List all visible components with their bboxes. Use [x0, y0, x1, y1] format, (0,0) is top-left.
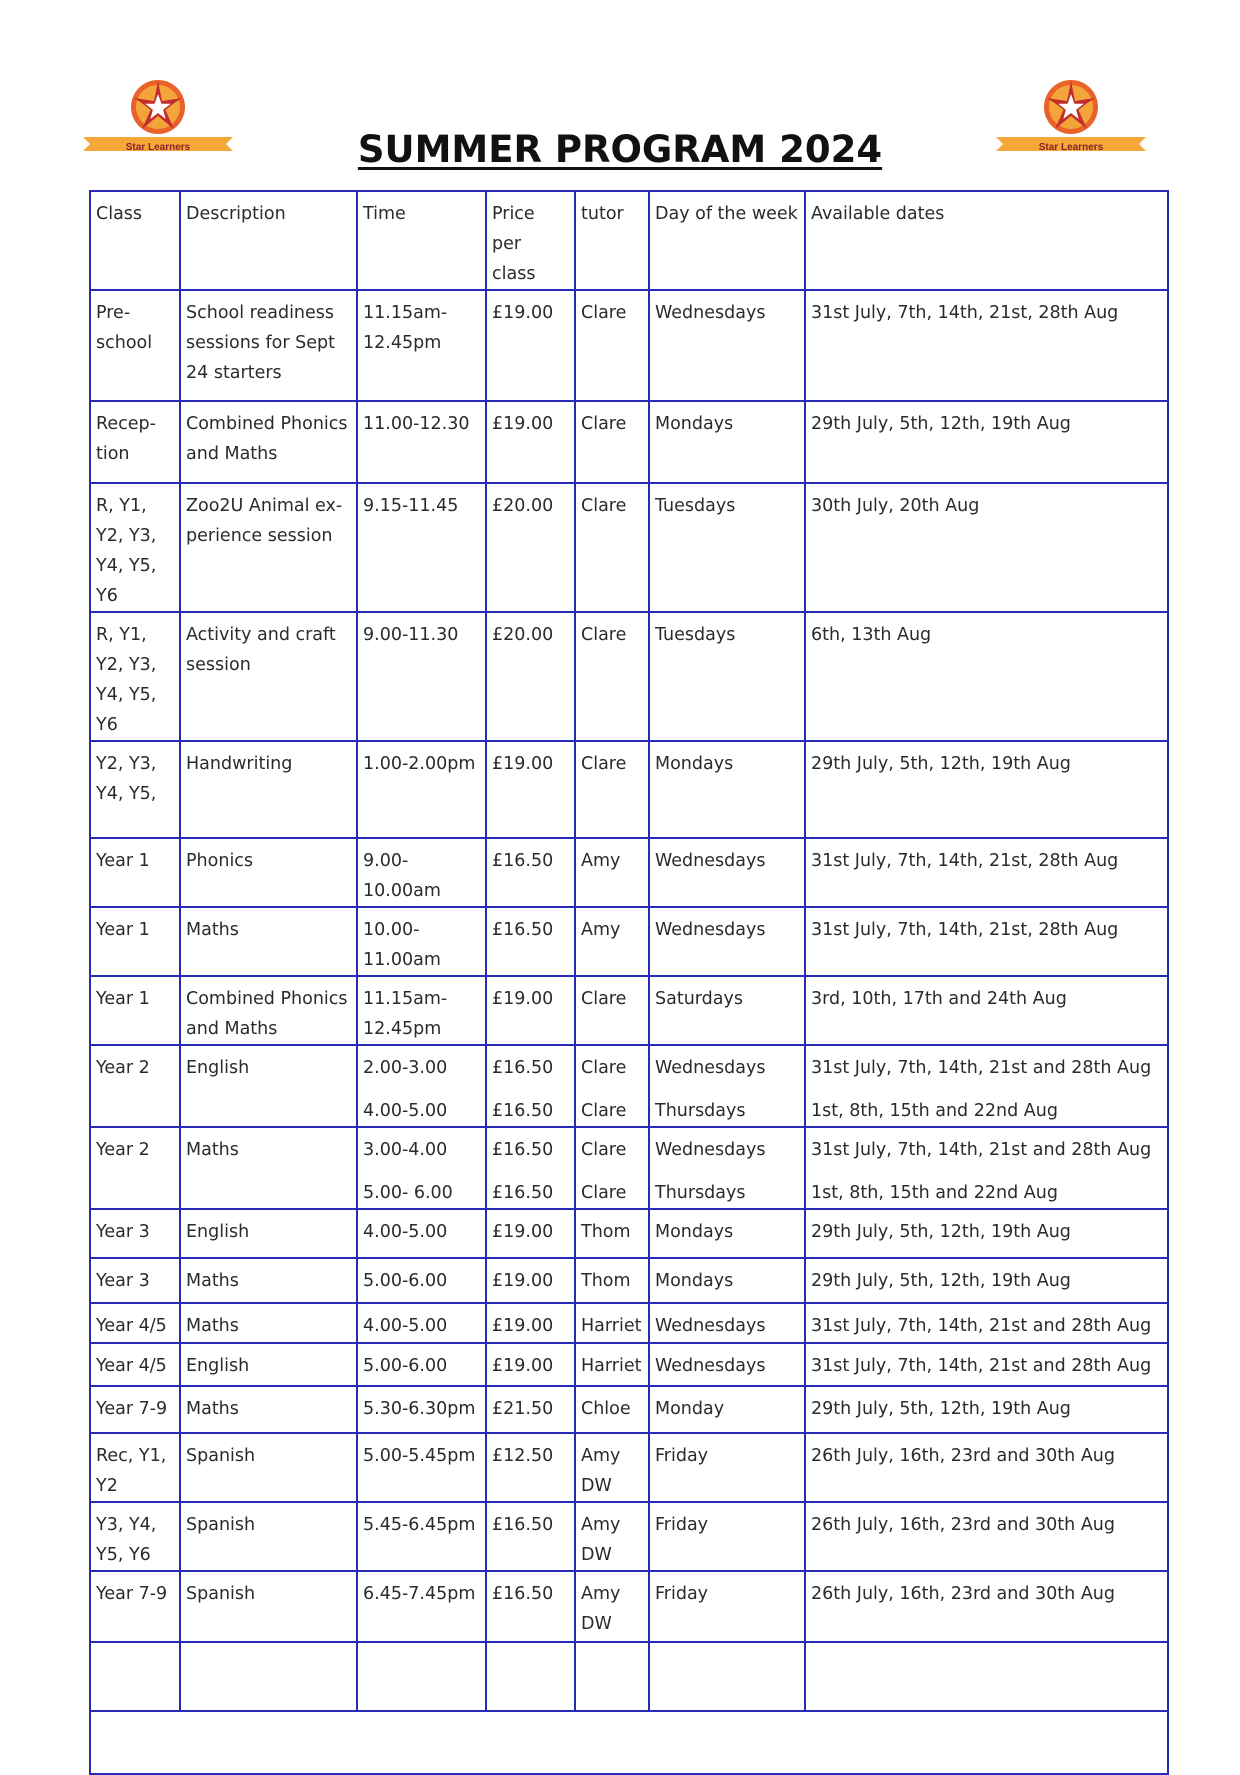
dates-cell: [805, 1045, 1168, 1127]
description-cell: English: [180, 1343, 357, 1386]
description-cell: Spanish: [180, 1571, 357, 1642]
table-row: [90, 1343, 1168, 1386]
tutor-cell-line2: Clare: [581, 1183, 627, 1203]
table-row: [90, 483, 1168, 612]
tutor-cell: Clare: [575, 976, 649, 1045]
tutor-cell: Clare: [575, 290, 649, 401]
time-cell: 9.00- 10.00am: [357, 838, 486, 907]
tutor-cell: Amy DW: [575, 1502, 649, 1571]
time-cell-line2: 4.00-5.00: [363, 1101, 448, 1121]
empty-cell: [575, 1642, 649, 1711]
tutor-cell-line1: Clare: [581, 1140, 627, 1160]
tutor-cell: Clare: [575, 612, 649, 741]
day-cell: Friday: [649, 1571, 805, 1642]
class-cell: R, Y1, Y2, Y3, Y4, Y5, Y6: [90, 483, 180, 612]
time-cell: 9.00-11.30: [357, 612, 486, 741]
tutor-cell: Harriet: [575, 1303, 649, 1343]
column-header: Class: [90, 191, 180, 290]
class-cell: Year 1: [90, 907, 180, 976]
empty-cell: [180, 1642, 357, 1711]
dates-cell: 3rd, 10th, 17th and 24th Aug: [805, 976, 1168, 1045]
table-row: [90, 907, 1168, 976]
column-header: tutor: [575, 191, 649, 290]
price-cell: £16.50: [486, 1571, 575, 1642]
table-row: [90, 976, 1168, 1045]
table-row: [90, 1303, 1168, 1343]
tutor-cell: [575, 1045, 649, 1127]
table-row: [90, 1502, 1168, 1571]
day-cell: Mondays: [649, 401, 805, 483]
class-cell: Year 3: [90, 1209, 180, 1258]
dates-cell: 31st July, 7th, 14th, 21st and 28th Aug: [805, 1343, 1168, 1386]
day-cell: Wednesdays: [649, 838, 805, 907]
time-cell: 6.45-7.45pm: [357, 1571, 486, 1642]
time-cell-line1: 2.00-3.00: [363, 1058, 448, 1078]
dates-cell: 26th July, 16th, 23rd and 30th Aug: [805, 1571, 1168, 1642]
dates-cell: 26th July, 16th, 23rd and 30th Aug: [805, 1502, 1168, 1571]
tutor-cell: Thom: [575, 1209, 649, 1258]
table-row: [90, 401, 1168, 483]
empty-cell: [649, 1642, 805, 1711]
description-cell: English: [180, 1045, 357, 1127]
column-header: Available dates: [805, 191, 1168, 290]
column-header: Description: [180, 191, 357, 290]
class-cell: Year 7-9: [90, 1386, 180, 1433]
tutor-cell: Amy: [575, 907, 649, 976]
day-cell: [649, 1045, 805, 1127]
time-cell: 5.00-6.00: [357, 1343, 486, 1386]
day-cell: Monday: [649, 1386, 805, 1433]
empty-cell: [805, 1642, 1168, 1711]
time-cell: 11.00-12.30: [357, 401, 486, 483]
time-cell: 11.15am- 12.45pm: [357, 290, 486, 401]
dates-cell: 6th, 13th Aug: [805, 612, 1168, 741]
description-cell: Zoo2U Animal ex- perience session: [180, 483, 357, 612]
day-cell: Tuesdays: [649, 612, 805, 741]
price-cell: £21.50: [486, 1386, 575, 1433]
dates-cell: 30th July, 20th Aug: [805, 483, 1168, 612]
class-cell: Pre- school: [90, 290, 180, 401]
class-cell: Rec, Y1, Y2: [90, 1433, 180, 1502]
day-cell: Mondays: [649, 1258, 805, 1303]
price-cell: £20.00: [486, 483, 575, 612]
price-cell: £19.00: [486, 741, 575, 838]
class-cell: Year 2: [90, 1127, 180, 1209]
table-row: [90, 838, 1168, 907]
table-row: [90, 1127, 1168, 1209]
schedule-table: [89, 190, 1169, 1775]
time-cell: 9.15-11.45: [357, 483, 486, 612]
dates-cell: 26th July, 16th, 23rd and 30th Aug: [805, 1433, 1168, 1502]
logo-text: Star Learners: [1038, 142, 1104, 153]
day-cell: Friday: [649, 1433, 805, 1502]
dates-cell: 31st July, 7th, 14th, 21st, 28th Aug: [805, 907, 1168, 976]
table-header-row: [90, 191, 1168, 290]
day-cell: Saturdays: [649, 976, 805, 1045]
empty-full-width-row: [90, 1711, 1168, 1774]
time-cell: 5.30-6.30pm: [357, 1386, 486, 1433]
price-cell: £19.00: [486, 1209, 575, 1258]
time-cell: 10.00- 11.00am: [357, 907, 486, 976]
tutor-cell: Clare: [575, 401, 649, 483]
time-cell: [357, 1127, 486, 1209]
dates-cell: 31st July, 7th, 14th, 21st, 28th Aug: [805, 290, 1168, 401]
table-row: [90, 1386, 1168, 1433]
day-cell: Wednesdays: [649, 1303, 805, 1343]
day-cell: [649, 1127, 805, 1209]
price-cell-line2: £16.50: [492, 1101, 554, 1121]
empty-cell: [357, 1642, 486, 1711]
day-cell: Tuesdays: [649, 483, 805, 612]
day-cell: Friday: [649, 1502, 805, 1571]
price-cell: £19.00: [486, 976, 575, 1045]
day-cell: Mondays: [649, 741, 805, 838]
class-cell: Year 2: [90, 1045, 180, 1127]
description-cell: Combined Phonics and Maths: [180, 401, 357, 483]
price-cell-line1: £16.50: [492, 1140, 554, 1160]
tutor-cell: Thom: [575, 1258, 649, 1303]
description-cell: Maths: [180, 1386, 357, 1433]
time-cell: [357, 1045, 486, 1127]
description-cell: Activity and craft session: [180, 612, 357, 741]
table-row: [90, 741, 1168, 838]
dates-cell: 29th July, 5th, 12th, 19th Aug: [805, 1386, 1168, 1433]
class-cell: Year 7-9: [90, 1571, 180, 1642]
tutor-cell: Clare: [575, 741, 649, 838]
day-cell: Wednesdays: [649, 907, 805, 976]
price-cell: £16.50: [486, 838, 575, 907]
tutor-cell-line2: Clare: [581, 1101, 627, 1121]
price-cell: £19.00: [486, 401, 575, 483]
table-row: [90, 1209, 1168, 1258]
dates-cell: 29th July, 5th, 12th, 19th Aug: [805, 1258, 1168, 1303]
price-cell: £16.50: [486, 1502, 575, 1571]
description-cell: Spanish: [180, 1433, 357, 1502]
class-cell: Y2, Y3, Y4, Y5,: [90, 741, 180, 838]
price-cell: £19.00: [486, 290, 575, 401]
price-cell: [486, 1045, 575, 1127]
dates-cell-line1: 31st July, 7th, 14th, 21st and 28th Aug: [811, 1058, 1152, 1078]
table-row: [90, 1433, 1168, 1502]
day-cell-line2: Thursdays: [655, 1183, 746, 1203]
price-cell: £19.00: [486, 1343, 575, 1386]
dates-cell-line1: 31st July, 7th, 14th, 21st and 28th Aug: [811, 1140, 1152, 1160]
empty-merged-cell: [90, 1711, 1168, 1774]
logo-text: Star Learners: [125, 142, 191, 153]
column-header: Price per class: [486, 191, 575, 290]
tutor-cell: Amy DW: [575, 1433, 649, 1502]
price-cell: £19.00: [486, 1258, 575, 1303]
tutor-cell: Chloe: [575, 1386, 649, 1433]
price-cell: [486, 1127, 575, 1209]
price-cell: £12.50: [486, 1433, 575, 1502]
time-cell-line2: 5.00- 6.00: [363, 1183, 453, 1203]
price-cell: £20.00: [486, 612, 575, 741]
class-cell: Recep- tion: [90, 401, 180, 483]
day-cell: Mondays: [649, 1209, 805, 1258]
dates-cell-line2: 1st, 8th, 15th and 22nd Aug: [811, 1183, 1058, 1203]
price-cell-line1: £16.50: [492, 1058, 554, 1078]
time-cell: 5.00-6.00: [357, 1258, 486, 1303]
tutor-cell: Amy DW: [575, 1571, 649, 1642]
table-row: [90, 1571, 1168, 1642]
page-title: SUMMER PROGRAM 2024: [357, 128, 883, 171]
table-row: [90, 1045, 1168, 1127]
description-cell: Phonics: [180, 838, 357, 907]
tutor-cell: [575, 1127, 649, 1209]
column-header: Time: [357, 191, 486, 290]
description-cell: Handwriting: [180, 741, 357, 838]
day-cell: Wednesdays: [649, 1343, 805, 1386]
time-cell: 5.45-6.45pm: [357, 1502, 486, 1571]
description-cell: Combined Phonics and Maths: [180, 976, 357, 1045]
dates-cell: 29th July, 5th, 12th, 19th Aug: [805, 741, 1168, 838]
description-cell: Maths: [180, 907, 357, 976]
table-row: [90, 612, 1168, 741]
empty-table-row: [90, 1642, 1168, 1711]
price-cell: £16.50: [486, 907, 575, 976]
description-cell: English: [180, 1209, 357, 1258]
tutor-cell: Clare: [575, 483, 649, 612]
description-cell: Spanish: [180, 1502, 357, 1571]
tutor-cell: Amy: [575, 838, 649, 907]
table-row: [90, 290, 1168, 401]
price-cell: £19.00: [486, 1303, 575, 1343]
dates-cell-line2: 1st, 8th, 15th and 22nd Aug: [811, 1101, 1058, 1121]
dates-cell: 31st July, 7th, 14th, 21st and 28th Aug: [805, 1303, 1168, 1343]
price-cell-line2: £16.50: [492, 1183, 554, 1203]
time-cell: 1.00-2.00pm: [357, 741, 486, 838]
time-cell-line1: 3.00-4.00: [363, 1140, 448, 1160]
description-cell: Maths: [180, 1127, 357, 1209]
table-row: [90, 1258, 1168, 1303]
description-cell: Maths: [180, 1258, 357, 1303]
day-cell-line2: Thursdays: [655, 1101, 746, 1121]
description-cell: Maths: [180, 1303, 357, 1343]
tutor-cell-line1: Clare: [581, 1058, 627, 1078]
column-header: Day of the week: [649, 191, 805, 290]
day-cell-line1: Wednesdays: [655, 1058, 766, 1078]
time-cell: 4.00-5.00: [357, 1303, 486, 1343]
dates-cell: 29th July, 5th, 12th, 19th Aug: [805, 1209, 1168, 1258]
day-cell-line1: Wednesdays: [655, 1140, 766, 1160]
class-cell: R, Y1, Y2, Y3, Y4, Y5, Y6: [90, 612, 180, 741]
class-cell: Year 4/5: [90, 1343, 180, 1386]
dates-cell: [805, 1127, 1168, 1209]
class-cell: Year 3: [90, 1258, 180, 1303]
class-cell: Y3, Y4, Y5, Y6: [90, 1502, 180, 1571]
empty-cell: [486, 1642, 575, 1711]
class-cell: Year 1: [90, 838, 180, 907]
tutor-cell: Harriet: [575, 1343, 649, 1386]
class-cell: Year 4/5: [90, 1303, 180, 1343]
class-cell: Year 1: [90, 976, 180, 1045]
time-cell: 11.15am- 12.45pm: [357, 976, 486, 1045]
empty-cell: [90, 1642, 180, 1711]
day-cell: Wednesdays: [649, 290, 805, 401]
description-cell: School readiness sessions for Sept 24 starters: [180, 290, 357, 401]
dates-cell: 31st July, 7th, 14th, 21st, 28th Aug: [805, 838, 1168, 907]
dates-cell: 29th July, 5th, 12th, 19th Aug: [805, 401, 1168, 483]
time-cell: 4.00-5.00: [357, 1209, 486, 1258]
time-cell: 5.00-5.45pm: [357, 1433, 486, 1502]
